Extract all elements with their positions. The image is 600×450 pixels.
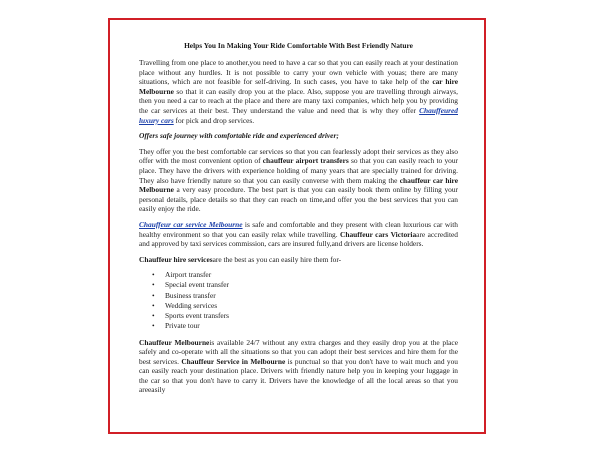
services-text-2: so that you can easily reach to your place. They have the drivers with experience holding of many years that are specially trained for driving. They also have friendly nature so that you can easily converse with them making the <box>139 156 459 185</box>
chauffeur-bold-1: Chauffeur cars Victoria <box>340 229 417 239</box>
intro-paragraph <box>139 58 458 125</box>
hire-bold-1: Chauffeur hire services <box>139 254 213 264</box>
availability-text-1: is available 24/7 without any extra charges and they easily drop you at the place safely and co-operate with all the situations so that you can adopt their best services and hire them for the best services. <box>139 337 458 366</box>
availability-paragraph <box>139 338 458 396</box>
list-item: • Sports event transfers <box>165 311 458 321</box>
chauffeur-text-1: is safe and comfortable and they present with clean luxurious car with healthy environment so that you can easily relax while travelling. <box>139 219 458 239</box>
intro-text-1: Travelling from one place to another,you need to have a car so that you can easily reach at your destination place without any hurdles. It is not possible to carry your own vehicle with youas; there are many situations, which are not feasible for self-driving. In such cases, you have to take help of the <box>139 58 458 87</box>
list-item: • Business transfer <box>165 291 458 301</box>
availability-bold-1: Chauffeur Melbourne <box>139 337 210 347</box>
services-bold-1: chauffeur airport transfers <box>262 156 349 166</box>
availability-text-2: is punctual so that you don't have to wait much and you can easily reach your destination place. Drivers with friendly nature help you in keeping your luggage in the car so that you don't have to carry it. Drivers have the knowledge of all the local areas so that you areeasily <box>139 356 458 395</box>
services-text-1: They offer you the best comfortable car services so that you can fearlessly adopt their services as they also offer with the most convenient option of <box>139 146 458 166</box>
intro-bold-1: car hire Melbourne <box>139 77 458 96</box>
chauffeured-luxury-cars-link[interactable]: Chauffeured luxury cars <box>139 105 458 125</box>
page-title: Helps You In Making Your Ride Comfortable With Best Friendly Nature <box>184 41 413 50</box>
chauffeur-text-2: are accredited and approved by taxi services commission, cars are insured fully,and drivers are license holders. <box>139 229 458 249</box>
services-bold-2: chauffeur car hire Melbourne <box>139 175 458 195</box>
document-content <box>139 41 458 401</box>
availability-bold-2: Chauffeur Service in Melbourne <box>181 356 286 366</box>
document-page <box>108 18 486 434</box>
hire-text-1: are the best as you can easily hire them for- <box>212 254 342 264</box>
services-paragraph <box>139 147 458 214</box>
list-item: • Private tour <box>165 321 458 331</box>
intro-text-2: so that it can easily drop you at the place. Also, suppose you are travelling through airways, then you need a car to reach at the place and there are many taxi companies, which help you by providing the car services at their best. They understand the value and need that is why they offer <box>139 86 458 115</box>
intro-text-3: for pick and drop services. <box>173 115 255 125</box>
chauffeur-service-paragraph <box>139 220 458 249</box>
hire-services-intro <box>139 255 458 265</box>
services-list <box>139 270 458 331</box>
section-heading: Offers safe journey with comfortable ride and experienced driver; <box>139 131 339 141</box>
list-item: • Airport transfer <box>165 270 458 280</box>
services-text-3: a very easy procedure. The best part is that you can easily book them online by filling your personal details, place details so that they can reach on time,and offer you the best services that you can easily enjoy the ride. <box>139 185 458 214</box>
list-item: • Wedding services <box>165 301 458 311</box>
list-item: • Special event transfer <box>165 280 458 290</box>
chauffeur-car-service-link[interactable]: Chauffeur car service Melbourne <box>139 219 243 229</box>
